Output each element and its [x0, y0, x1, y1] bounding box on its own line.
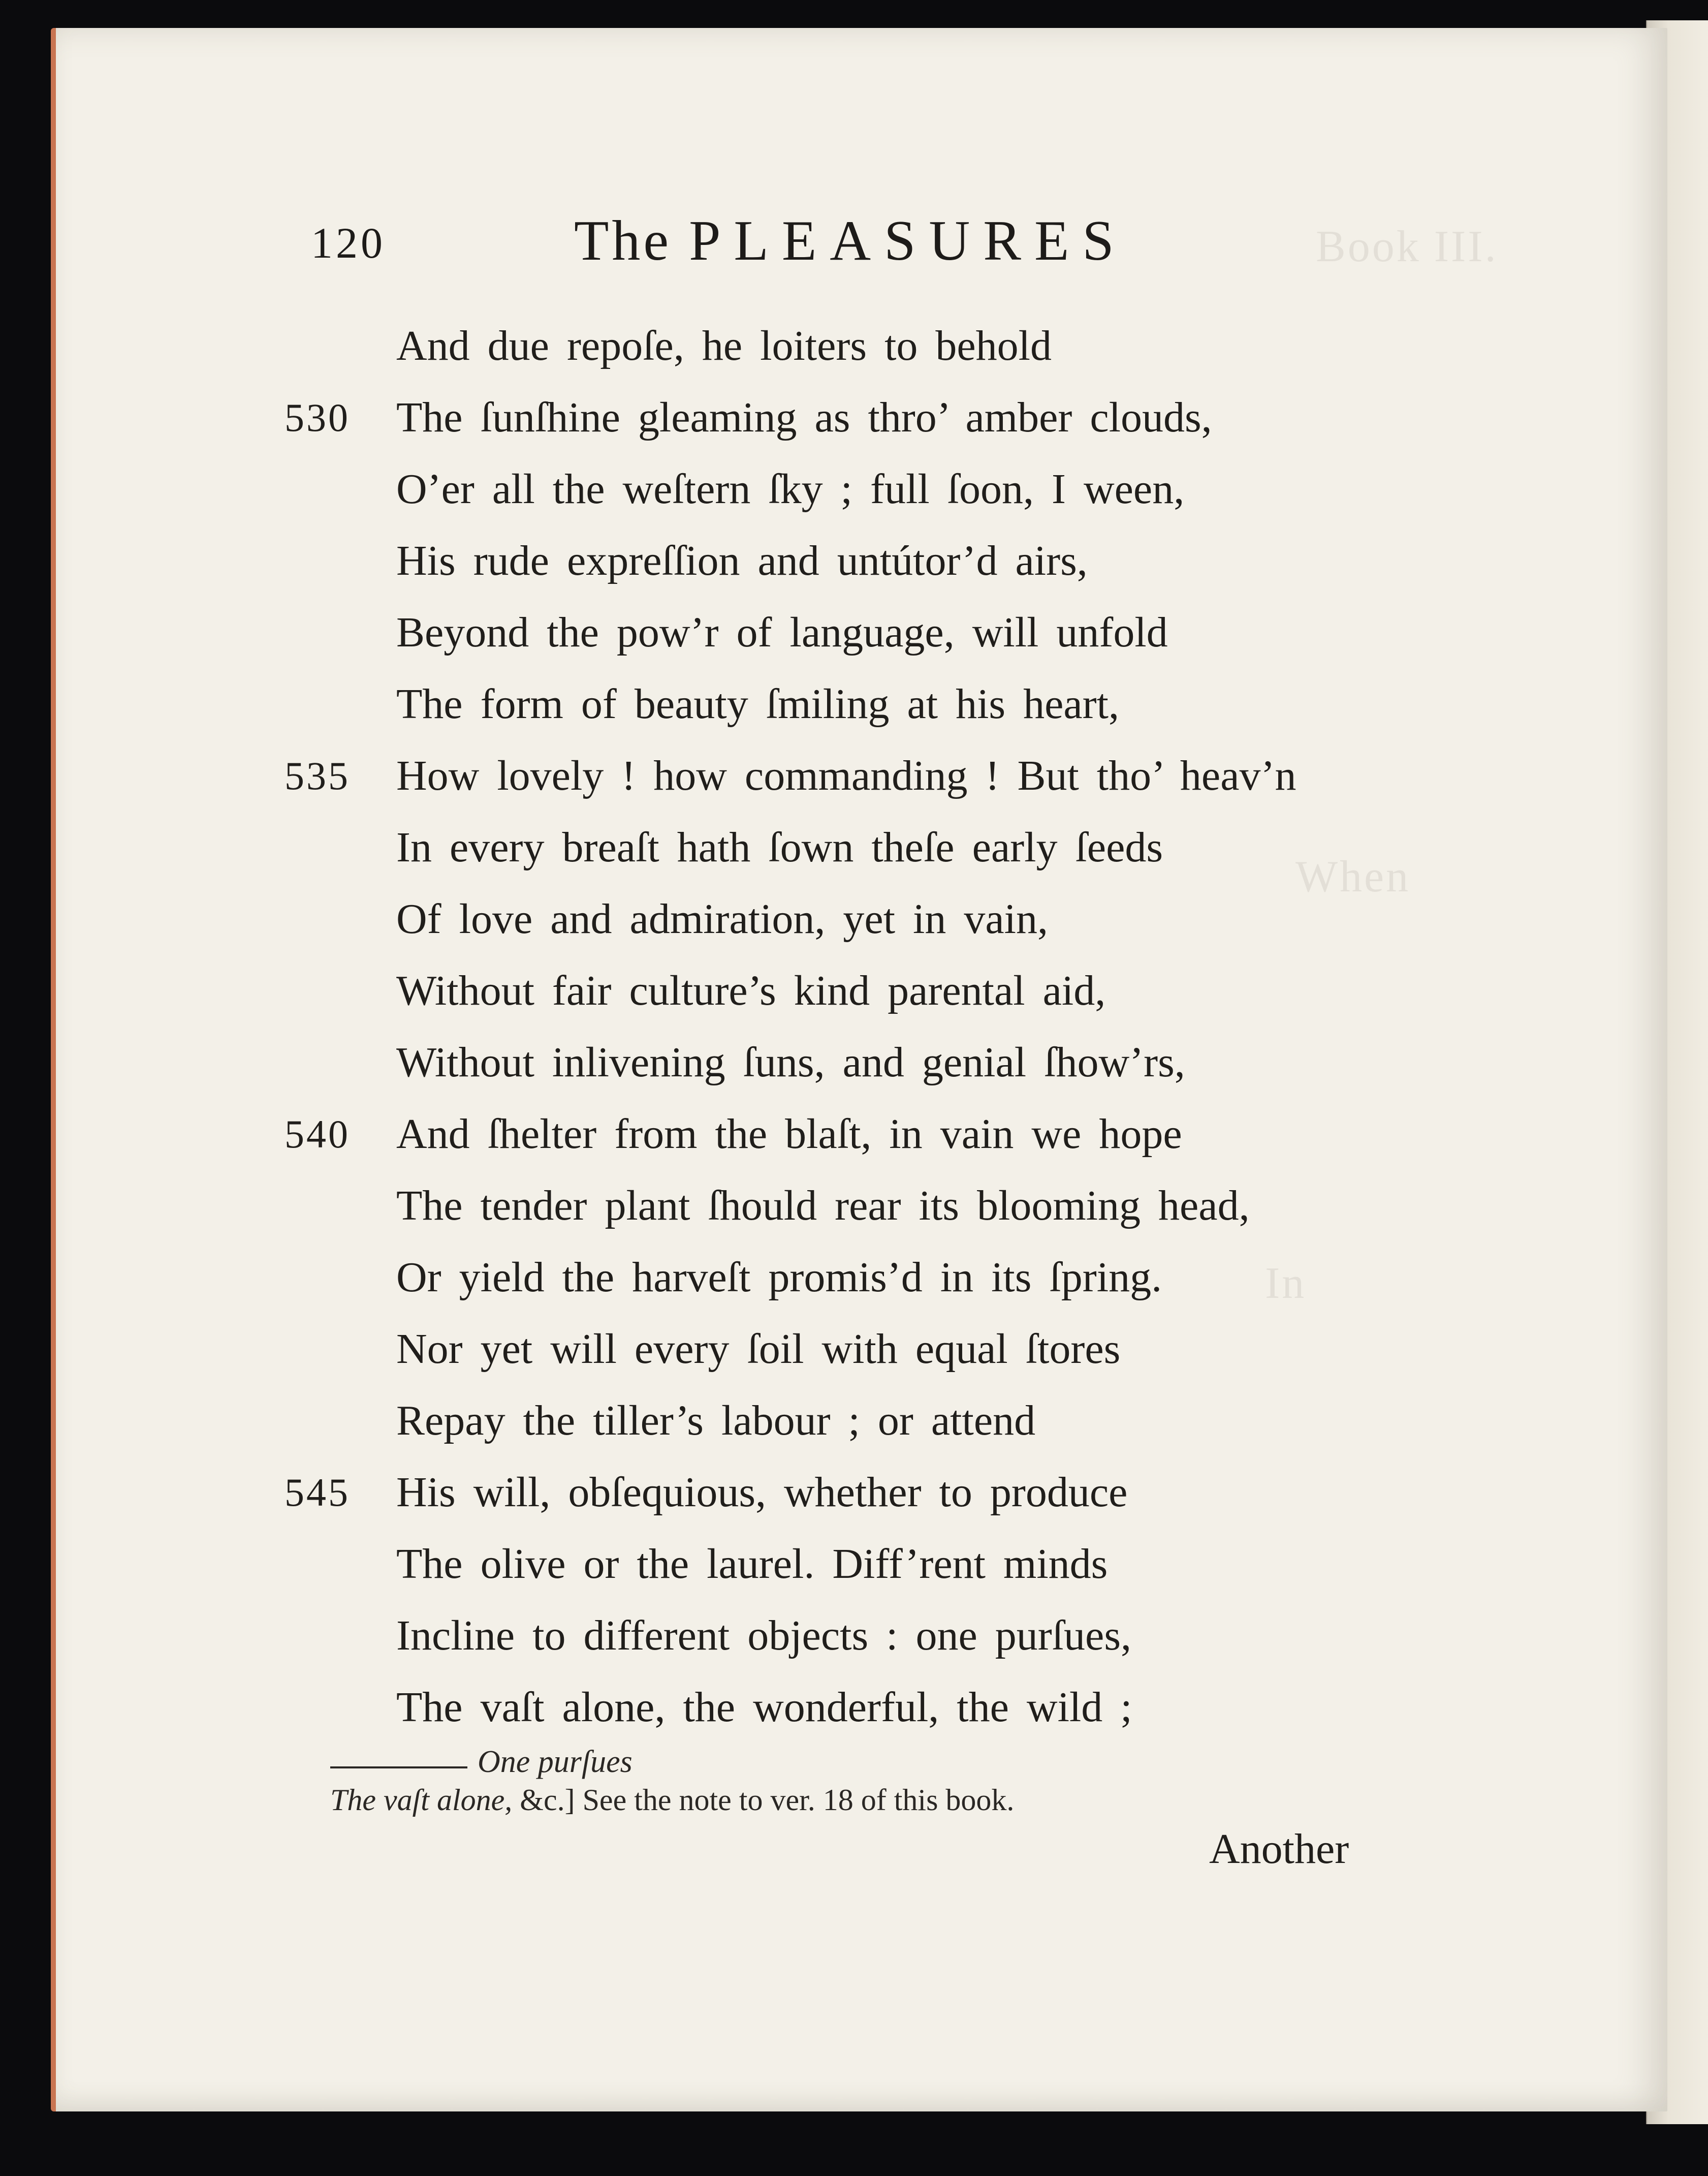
verse-line — [284, 1027, 1402, 1098]
verse-text: In every breaſt hath ſown theſe early ſeeds — [396, 824, 1163, 871]
verse-line — [284, 525, 1402, 597]
verse-line — [284, 883, 1402, 955]
show-through-text: Book III. — [1316, 222, 1498, 271]
running-title-caps: PLEASURES — [689, 209, 1127, 272]
verse-line — [284, 1241, 1402, 1313]
verse-text: And ſhelter from the blaſt, in vain we hope — [396, 1110, 1182, 1158]
footnote-quote: The vaſt alone, — [330, 1783, 513, 1817]
verse-text: Without inlivening ſuns, and genial ſhow’rs, — [396, 1039, 1185, 1086]
page-number: 120 — [311, 219, 386, 267]
verse-text: Incline to different objects : one purſues, — [396, 1612, 1132, 1659]
verse-text: His will, obſequious, whether to produce — [396, 1469, 1128, 1516]
running-title-article: The — [574, 209, 672, 272]
catchword: Another — [1209, 1825, 1349, 1873]
verse-line — [284, 1313, 1402, 1385]
verse-line — [284, 1528, 1402, 1600]
verse-line — [284, 1671, 1402, 1743]
footnote-reference: One purſues — [478, 1745, 632, 1779]
verse-text: The ſunſhine gleaming as thro’ amber clouds, — [396, 394, 1212, 441]
verse-line — [284, 955, 1402, 1027]
line-number: 540 — [284, 1112, 350, 1156]
verse-line — [284, 812, 1402, 883]
footnote-note: &c.] See the note to ver. 18 of this book. — [512, 1783, 1015, 1817]
verse-text: Repay the tiller’s labour ; or attend — [396, 1397, 1036, 1444]
verse-text: O’er all the weſtern ſky ; full ſoon, I ween, — [396, 465, 1185, 513]
verse-text: Nor yet will every ſoil with equal ſtores — [396, 1325, 1121, 1373]
verse-text: The form of beauty ſmiling at his heart, — [396, 680, 1119, 728]
line-number: 535 — [284, 754, 350, 798]
verse-line — [284, 310, 1402, 382]
verse-text: Of love and admiration, yet in vain, — [396, 895, 1049, 943]
verse-text: Or yield the harveſt promis’d in its ſpring. — [396, 1254, 1162, 1301]
verse-text: Without fair culture’s kind parental aid, — [396, 967, 1106, 1014]
verse-line — [284, 740, 1402, 812]
verse-line — [284, 1600, 1402, 1671]
line-number: 530 — [284, 395, 350, 440]
verse-text: How lovely ! how commanding ! But tho’ heav’n — [396, 752, 1296, 799]
verse-line — [284, 453, 1402, 525]
verse-text: Beyond the pow’r of language, will unfold — [396, 609, 1168, 656]
footnote-text — [330, 1783, 1014, 1818]
line-number: 545 — [284, 1470, 350, 1514]
verse-line — [284, 382, 1402, 453]
verse-text: His rude expreſſion and untútor’d airs, — [396, 537, 1088, 584]
verse-text: The tender plant ſhould rear its blooming head, — [396, 1182, 1250, 1229]
verse-line — [284, 668, 1402, 740]
show-through-text: In — [1265, 1259, 1307, 1308]
running-title — [574, 208, 1127, 274]
verse-line — [284, 1385, 1402, 1456]
footnote-rule — [330, 1766, 467, 1768]
verse-block — [284, 310, 1402, 1743]
verse-text: The vaſt alone, the wonderful, the wild ; — [396, 1684, 1132, 1731]
verse-text: The olive or the laurel. Diff’rent minds — [396, 1540, 1108, 1588]
show-through-text: When — [1295, 852, 1411, 902]
verse-line — [284, 597, 1402, 668]
verse-line — [284, 1098, 1402, 1170]
verse-line — [284, 1456, 1402, 1528]
verse-line — [284, 1170, 1402, 1241]
verse-text: And due repoſe, he loiters to behold — [396, 322, 1052, 369]
running-header — [300, 208, 1265, 274]
